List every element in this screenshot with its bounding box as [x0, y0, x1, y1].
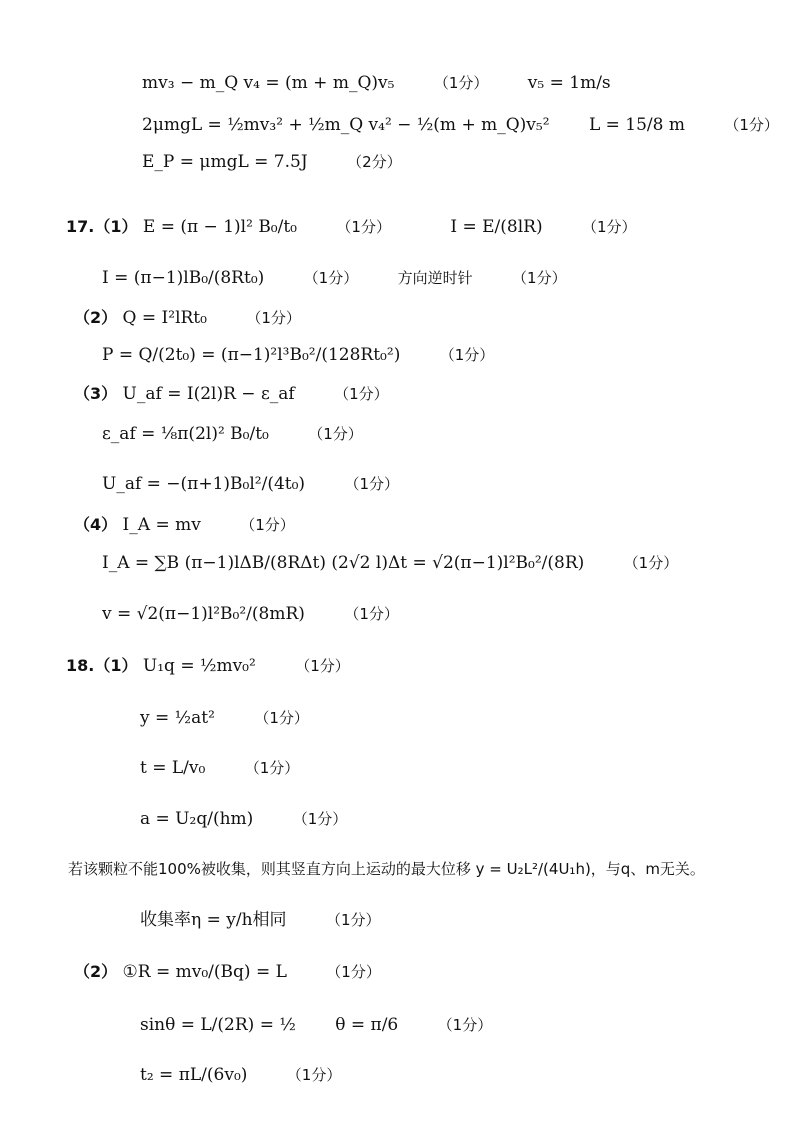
equation: 2μmgL = ½mv₃² + ½m_Q v₄² − ½(m + m_Q)v₅² [142, 115, 550, 135]
q17-part1 [66, 219, 637, 236]
score: （1分） [292, 810, 348, 828]
q18-displacement [140, 710, 309, 727]
result: L = 15/8 m [588, 115, 685, 135]
equation: y = ½at² [140, 708, 215, 728]
eq-momentum [142, 75, 611, 92]
section-label: 17.（1） [66, 217, 138, 236]
score: （1分） [326, 963, 381, 981]
score: （1分） [334, 385, 389, 403]
equation: I_A = mv [122, 515, 201, 535]
equation: U_af = I(2l)R − ε_af [122, 384, 295, 404]
equation: sinθ = L/(2R) = ½ [140, 1015, 296, 1035]
equation: E = (π − 1)l² B₀/t₀ [142, 217, 297, 237]
q17-part3 [74, 386, 389, 403]
score: （1分） [303, 269, 359, 287]
q17-emf [102, 426, 363, 443]
q17-impulse [102, 555, 678, 572]
q18-part2 [74, 964, 381, 981]
equation: Q = I²lRt₀ [122, 308, 207, 328]
score: （1分） [623, 554, 679, 572]
score: （2分） [347, 153, 402, 171]
q18-part1 [66, 658, 350, 675]
section-label: （4） [74, 515, 118, 534]
score: （1分） [433, 74, 489, 92]
score: （1分） [336, 218, 391, 236]
direction-note: 方向逆时针 [397, 269, 473, 287]
score: （1分） [325, 911, 381, 929]
q18-time [140, 760, 299, 777]
section-label: （2） [74, 308, 118, 327]
statement-text: 若该颗粒不能100%被收集，则其竖直方向上运动的最大位移 y = U₂L²/(4U₁h)，与q、m无关。 [68, 860, 705, 878]
q18-collection-rate [140, 912, 380, 929]
equation: E_P = μmgL = 7.5J [142, 152, 308, 172]
section-label: （3） [74, 384, 118, 403]
score: （1分） [254, 709, 309, 727]
score: （1分） [286, 1066, 342, 1084]
score: （1分） [344, 605, 399, 623]
score: （1分） [240, 516, 295, 534]
q18-statement [68, 862, 705, 877]
q17-current [102, 270, 567, 287]
q18-time2 [140, 1067, 341, 1084]
equation: I_A = ∑B (π−1)lΔB/(8RΔt) (2√2 l)Δt = √2(π−1)l²B₀²/(8R) [102, 553, 585, 573]
equation: U₁q = ½mv₀² [142, 656, 256, 676]
score: （1分） [344, 475, 400, 493]
score: （1分） [512, 269, 567, 287]
score: （1分） [724, 116, 779, 134]
q17-voltage [102, 476, 399, 493]
equation: 收集率η = y/h相同 [140, 910, 287, 930]
score: （1分） [439, 346, 495, 364]
q17-power [102, 347, 494, 364]
equation: U_af = −(π+1)B₀l²/(4t₀) [102, 474, 306, 494]
equation: I = E/(8lR) [450, 217, 543, 237]
equation: a = U₂q/(hm) [140, 809, 254, 829]
q17-part2 [74, 310, 301, 327]
score: （1分） [582, 218, 637, 236]
score: （1分） [295, 657, 350, 675]
equation: ①R = mv₀/(Bq) = L [122, 962, 287, 982]
equation: v = √2(π−1)l²B₀²/(8mR) [102, 604, 305, 624]
q18-acceleration [140, 811, 347, 828]
q17-velocity [102, 606, 399, 623]
section-label: （2） [74, 962, 118, 981]
result: θ = π/6 [335, 1015, 399, 1035]
result: v₅ = 1m/s [527, 73, 611, 93]
equation: I = (π−1)lB₀/(8Rt₀) [102, 268, 265, 288]
equation: t₂ = πL/(6v₀) [140, 1065, 248, 1085]
section-label: 18.（1） [66, 656, 138, 675]
score: （1分） [437, 1016, 493, 1034]
equation: mv₃ − m_Q v₄ = (m + m_Q)v₅ [142, 73, 395, 93]
eq-ep [142, 154, 402, 171]
equation: ε_af = ⅛π(2l)² B₀/t₀ [102, 424, 269, 444]
score: （1分） [244, 759, 300, 777]
equation: t = L/v₀ [140, 758, 206, 778]
equation: P = Q/(2t₀) = (π−1)²l³B₀²/(128Rt₀²) [102, 345, 401, 365]
score: （1分） [308, 425, 363, 443]
q17-part4 [74, 517, 295, 534]
eq-energy [142, 117, 779, 134]
score: （1分） [246, 309, 301, 327]
q18-angle [140, 1017, 492, 1034]
